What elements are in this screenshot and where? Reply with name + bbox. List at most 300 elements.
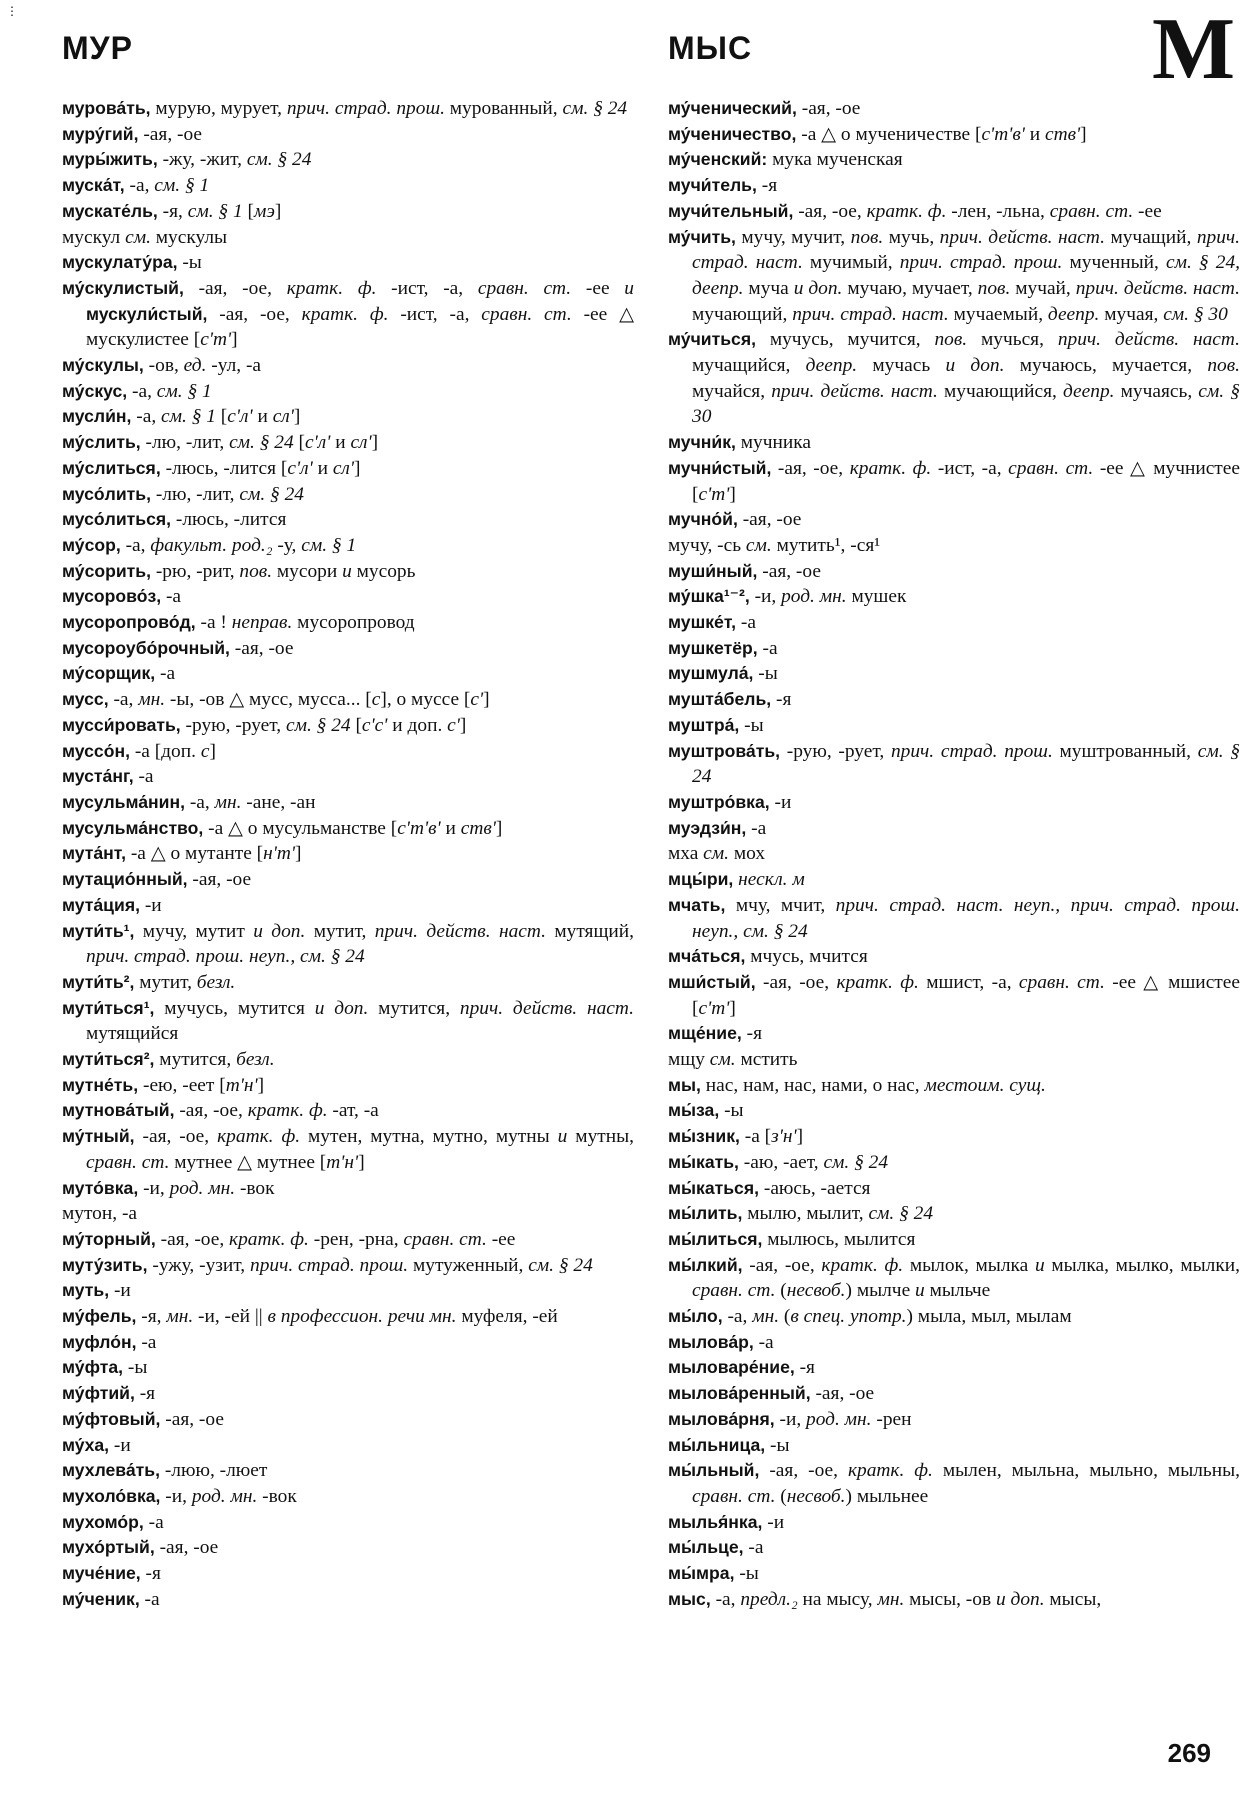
entry-body: -рую, -рует, см. § 24 [сʹсʹ и доп. сʹ] <box>180 714 467 736</box>
entry-body: мчусь, мчится <box>745 946 868 968</box>
entry-body: -я <box>140 1563 161 1585</box>
page-number: 269 <box>1167 1738 1211 1768</box>
entry-body: -люю, -люет <box>160 1460 268 1482</box>
dictionary-entry <box>62 1458 634 1484</box>
entry-headword: муссо́н, <box>62 740 130 761</box>
entry-body: -ы <box>123 1357 148 1379</box>
entry-body: мука мученская <box>767 149 903 171</box>
entry-body: нас, нам, нас, нами, о нас, местоим. сущ. <box>700 1074 1046 1096</box>
entry-headword: мусульма́нин, <box>62 791 185 812</box>
entry-body: -и <box>109 1280 131 1302</box>
entry-headword: мухо́ртый, <box>62 1537 155 1558</box>
entry-body: -и, род. мн. мушек <box>749 586 907 608</box>
entry-body: мучу, мутит и доп. мутит, прич. действ. наст. мутящий, прич. страд. прош. неуп., см. § 24 <box>86 920 634 968</box>
dictionary-entry <box>668 1458 1240 1509</box>
entry-body: -я <box>756 175 778 197</box>
entry-headword: мши́стый, <box>668 971 756 992</box>
entry-body: -ею, -еет [тʹнʹ] <box>138 1074 265 1096</box>
entry-headword: мы́льце, <box>668 1537 744 1558</box>
entry-body: мылю, мылит, см. § 24 <box>742 1203 934 1225</box>
entry-body: -ы <box>739 714 764 736</box>
entry-body: -ая, -ое <box>737 509 802 531</box>
entry-body: -я <box>771 689 792 711</box>
entry-body: -я, мн. -и, -ей || в профессион. речи мн. муфеля, -ей <box>136 1306 558 1328</box>
dictionary-entry <box>668 147 1240 173</box>
entry-body: -люсь, -лится <box>171 509 287 531</box>
dictionary-entry <box>62 199 634 225</box>
dictionary-entry <box>668 1510 1240 1536</box>
entry-body: -ов, ед. -ул, -а <box>143 355 262 377</box>
dictionary-entry <box>668 1021 1240 1047</box>
entry-body: -а <box>161 586 182 608</box>
entry-body: -а <box>757 637 778 659</box>
dictionary-entry <box>62 173 634 199</box>
dictionary-entry <box>668 430 1240 456</box>
entry-body: -и <box>139 894 162 916</box>
entry-headword: мучни́к, <box>668 432 736 453</box>
entry-body: -а, мн. -ане, -ан <box>184 791 316 813</box>
entry-headword: муста́нг, <box>62 766 134 787</box>
dictionary-entry <box>668 327 1240 430</box>
dictionary-entry <box>668 1407 1240 1433</box>
entry-headword: мы́каться, <box>668 1177 760 1198</box>
dictionary-entry <box>668 199 1240 225</box>
dictionary-entry <box>668 1253 1240 1304</box>
entry-headword: му́ченичество, <box>668 123 797 144</box>
dictionary-entry <box>668 944 1240 970</box>
dictionary-entry <box>62 584 634 610</box>
entry-headword: му́торный, <box>62 1228 156 1249</box>
entry-body: -а <box>746 817 767 839</box>
dictionary-entry <box>62 636 634 662</box>
dictionary-entry <box>668 559 1240 585</box>
dictionary-entry <box>62 1304 634 1330</box>
entry-headword: му́сор, <box>62 534 121 555</box>
dictionary-entry <box>668 713 1240 739</box>
dictionary-entry <box>62 353 634 379</box>
entry-body: -ая, -ое, кратк. ф. мылен, мыльна, мыльно, мыльны, сравн. ст. (несвоб.) мыльнее <box>692 1460 1240 1507</box>
entry-body: -а △ о мученичестве [сʹтʹвʹ и ствʹ] <box>796 123 1087 145</box>
entry-body: мучника <box>735 432 811 454</box>
dictionary-entry <box>668 584 1240 610</box>
dictionary-entry <box>668 1381 1240 1407</box>
dictionary-entry <box>668 533 1240 559</box>
entry-headword: мусоропрово́д, <box>62 612 196 633</box>
dictionary-entry <box>668 1355 1240 1381</box>
entry-headword: мутнова́тый, <box>62 1100 175 1121</box>
dictionary-entry <box>668 739 1240 790</box>
entry-body: мутится, безл. <box>154 1049 275 1071</box>
entry-headword: му́сорить, <box>62 560 151 581</box>
entry-headword: мухлева́ть, <box>62 1460 160 1481</box>
entry-body: -рую, -рует, прич. страд. прош. муштрованный, см. § 24 <box>692 740 1240 788</box>
entry-body: -ая, -ое <box>187 869 252 891</box>
entry-headword: мусорово́з, <box>62 586 162 607</box>
dictionary-entry <box>668 1535 1240 1561</box>
dictionary-entry <box>668 507 1240 533</box>
entry-headword: мча́ться, <box>668 946 746 967</box>
entry-body: мучусь, мучится, пов. мучься, прич. действ. наст. мучащийся, деепр. мучась и доп. мучаюсь, мучается, пов. мучайся, прич. действ. наст. мучающийся, деепр. мучаясь, см. § 30 <box>692 329 1240 428</box>
entry-headword: мусо́литься, <box>62 509 172 530</box>
entry-body: -а [доп. с] <box>129 740 216 762</box>
dictionary-entry <box>62 147 634 173</box>
entry-body: -ая, -ое <box>229 637 294 659</box>
entry-body: -ы <box>753 663 778 685</box>
entry-body: -я <box>741 1023 762 1045</box>
entry-headword: мути́ться¹, <box>62 997 155 1018</box>
entry-body: мучу, -сь см. мутить¹, -ся¹ <box>668 534 881 556</box>
dictionary-entry <box>668 1201 1240 1227</box>
entry-body: -ая, -ое <box>160 1408 224 1430</box>
entry-body: -а <box>155 663 176 685</box>
entry-body: -ы <box>765 1434 790 1456</box>
entry-headword: мухоло́вка, <box>62 1485 161 1506</box>
entry-headword: муши́ный, <box>668 560 758 581</box>
entry-headword: мылова́р, <box>668 1331 754 1352</box>
entry-headword: му́тный, <box>62 1126 135 1147</box>
entry-headword: му́скулы, <box>62 355 144 376</box>
entry-body: -жу, -жит, см. § 24 <box>157 149 312 171</box>
section-letter: М <box>1151 1 1235 98</box>
dictionary-entry <box>668 456 1240 507</box>
entry-headword: мусульма́нство, <box>62 817 204 838</box>
entry-body: -а, см. § 1 <box>127 380 212 402</box>
entry-headword: мы́ло, <box>668 1306 723 1327</box>
entry-headword: мушкетёр, <box>668 637 758 658</box>
entry-headword: му́скулистый, <box>62 277 184 298</box>
dictionary-entry <box>668 790 1240 816</box>
dictionary-entry <box>62 1201 634 1227</box>
running-head-left: МУР <box>62 30 133 66</box>
entry-body: -а <box>143 1511 164 1533</box>
entry-headword: мутацио́нный, <box>62 869 188 890</box>
entry-headword: му́слиться, <box>62 457 161 478</box>
entry-body: мылюсь, мылится <box>762 1228 916 1250</box>
entry-headword: муштрова́ть, <box>668 740 781 761</box>
dictionary-entry <box>62 1407 634 1433</box>
entry-headword: мылова́ренный, <box>668 1383 811 1404</box>
entry-headword: мути́ть², <box>62 971 135 992</box>
dictionary-entry <box>668 1047 1240 1073</box>
dictionary-entry <box>62 867 634 893</box>
entry-headword: мути́ть¹, <box>62 920 135 941</box>
entry-body: -ая, -ое <box>796 98 861 119</box>
entry-headword: мылья́нка, <box>668 1511 763 1532</box>
dictionary-entry <box>62 1176 634 1202</box>
dictionary-entry <box>62 1381 634 1407</box>
entry-body: -а, мн. -ы, -ов △ мусс, мусса... [с], о муссе [сʹ] <box>108 689 490 711</box>
entry-headword: мы́мра, <box>668 1563 735 1584</box>
entry-headword: муто́вка, <box>62 1177 139 1198</box>
dictionary-entry <box>62 482 634 508</box>
entry-headword: муры́жить, <box>62 149 158 170</box>
entry-headword: мутне́ть, <box>62 1074 139 1095</box>
entry-body: -ая, -ое <box>138 123 203 145</box>
dictionary-entry <box>668 610 1240 636</box>
dictionary-entry <box>668 893 1240 944</box>
entry-body: -ая, -ое, кратк. ф. мылок, мылка и мылка, мылко, мылки, сравн. ст. (несвоб.) мылче и мыльче <box>692 1254 1240 1302</box>
entry-body: -рю, -рит, пов. мусори и мусорь <box>150 560 416 582</box>
entry-headword: му́фель, <box>62 1306 137 1327</box>
entry-headword: мусси́ровать, <box>62 714 181 735</box>
entry-headword: мыловаре́ние, <box>668 1357 795 1378</box>
dictionary-entry <box>62 1073 634 1099</box>
entry-headword: му́шка¹⁻², <box>668 586 750 607</box>
entry-headword: муштро́вка, <box>668 791 770 812</box>
dictionary-entry <box>62 713 634 739</box>
dictionary-entry <box>62 1124 634 1175</box>
entry-body: -и, род. мн. -рен <box>774 1408 912 1430</box>
entry-body: -а <box>133 766 154 788</box>
entry-headword: мы́за, <box>668 1100 720 1121</box>
entry-headword: муска́т, <box>62 175 125 196</box>
dictionary-entry <box>62 996 634 1047</box>
entry-body: -ая, -ое <box>154 1537 219 1559</box>
entry-body: -ая, -ое, кратк. ф. -рен, -рна, сравн. ст. -ее <box>155 1228 516 1250</box>
entry-headword: мушке́т, <box>668 612 737 633</box>
entry-body: -я, см. § 1 [мэ] <box>157 200 282 222</box>
entry-body: -лю, -лит, см. § 24 <box>150 483 304 505</box>
dictionary-entry <box>62 533 634 559</box>
dictionary-entry <box>668 96 1240 122</box>
dictionary-entry <box>62 1535 634 1561</box>
entry-headword: мушта́бель, <box>668 689 772 710</box>
entry-body: -а <box>753 1331 774 1353</box>
entry-body: -ы <box>719 1100 744 1122</box>
dictionary-entry <box>668 636 1240 662</box>
running-head-right: МЫС <box>668 30 753 66</box>
dictionary-entry <box>62 816 634 842</box>
dictionary-entry <box>668 1433 1240 1459</box>
entry-headword: мута́нт, <box>62 843 126 864</box>
entry-body: -и <box>762 1511 785 1533</box>
entry-body: -а △ о мутанте [нʹтʹ] <box>126 843 302 865</box>
dictionary-entry <box>62 1227 634 1253</box>
entry-body: мутон, -а <box>62 1203 138 1225</box>
dictionary-entry <box>668 841 1240 867</box>
entry-body: мучусь, мутится и доп. мутится, прич. действ. наст. мутящийся <box>86 997 634 1045</box>
entry-headword: мучно́й, <box>668 509 738 530</box>
entry-headword: мучни́стый, <box>668 457 772 478</box>
dictionary-entry <box>62 1587 634 1613</box>
entry-body: -и <box>109 1434 131 1456</box>
entry-headword: му́фтий, <box>62 1383 135 1404</box>
left-column <box>62 96 634 1612</box>
entry-body: -и, род. мн. -вок <box>138 1177 275 1199</box>
dictionary-entry <box>668 225 1240 328</box>
entry-headword: мще́ние, <box>668 1023 742 1044</box>
entry-body: -а <box>136 1331 157 1353</box>
entry-body: мучу, мучит, пов. мучь, прич. действ. наст. мучащий, прич. страд. наст. мучимый, прич. страд. прош. мученный, см. § 24, деепр. муча и доп. мучаю, мучает, пов. мучай, прич. действ. наст. мучающий, прич. страд. наст. мучаемый, деепр. мучая, см. § 30 <box>692 226 1240 325</box>
entry-headword: му́слить, <box>62 432 141 453</box>
entry-body: -аюсь, -ается <box>759 1177 871 1199</box>
dictionary-entry <box>62 893 634 919</box>
entry-headword: му́фтовый, <box>62 1408 161 1429</box>
entry-headword: мыс, <box>668 1588 711 1609</box>
entry-body: -а △ о мусульманстве [сʹтʹвʹ и ствʹ] <box>203 817 503 839</box>
dictionary-entry <box>62 225 634 251</box>
entry-body: мха см. мох <box>668 843 766 865</box>
dictionary-entry <box>62 790 634 816</box>
dictionary-entry <box>62 404 634 430</box>
entry-headword: муфло́н, <box>62 1331 137 1352</box>
dictionary-entry <box>62 841 634 867</box>
entry-body: -а ! неправ. мусоропровод <box>195 612 415 634</box>
dictionary-entry <box>668 687 1240 713</box>
entry-headword: му́скус, <box>62 380 128 401</box>
entry-headword: мылова́рня, <box>668 1408 775 1429</box>
dictionary-entry <box>62 1355 634 1381</box>
dictionary-entry <box>62 1278 634 1304</box>
entry-headword: мусс, <box>62 689 109 710</box>
entry-body: -я <box>794 1357 815 1379</box>
entry-headword: муту́зить, <box>62 1254 148 1275</box>
entry-body: мутит, безл. <box>134 971 236 993</box>
dictionary-entry <box>668 1073 1240 1099</box>
entry-headword: мурова́ть, <box>62 98 151 118</box>
dictionary-entry <box>62 96 634 122</box>
entry-headword: мы́кать, <box>668 1151 739 1172</box>
entry-headword: мускулату́ра, <box>62 252 178 273</box>
entry-headword: мы́льный, <box>668 1460 760 1481</box>
dictionary-entry <box>668 1150 1240 1176</box>
dictionary-entry <box>668 1176 1240 1202</box>
entry-body: -а, см. § 1 [сʹлʹ и слʹ] <box>131 406 301 428</box>
entry-body: -люсь, -лится [сʹлʹ и слʹ] <box>160 457 361 479</box>
dictionary-entry <box>62 610 634 636</box>
dictionary-entry <box>668 1587 1240 1613</box>
entry-body: -ая, -ое, кратк. ф. -ат, -а <box>174 1100 379 1122</box>
entry-headword: мусороубо́рочный, <box>62 637 230 658</box>
entry-body: -а <box>736 612 756 634</box>
entry-headword: мускате́ль, <box>62 200 158 221</box>
dictionary-entry <box>668 1124 1240 1150</box>
entry-body: мурую, мурует, прич. страд. прош. мурованный, см. § 24 <box>150 98 628 119</box>
entry-headword: мусли́н, <box>62 406 132 427</box>
dictionary-entry <box>668 970 1240 1021</box>
entry-headword: муру́гий, <box>62 123 139 144</box>
entry-body: мускул см. мускулы <box>62 226 228 248</box>
dictionary-entry <box>668 1330 1240 1356</box>
dictionary-entry <box>62 1047 634 1073</box>
dictionary-entry <box>62 687 634 713</box>
right-column <box>668 96 1240 1612</box>
entry-body: -и <box>769 791 792 813</box>
entry-headword: мы́льница, <box>668 1434 766 1455</box>
dictionary-entry <box>62 661 634 687</box>
dictionary-entry <box>668 816 1240 842</box>
entry-headword: мусо́лить, <box>62 483 151 504</box>
entry-body: -а, факульт. род.₂ -у, см. § 1 <box>120 534 357 556</box>
dictionary-entry <box>62 507 634 533</box>
entry-body: -а <box>139 1588 160 1610</box>
entry-headword: муть, <box>62 1280 110 1301</box>
entry-headword: мчать, <box>668 894 726 915</box>
entry-headword: мучи́тель, <box>668 175 757 196</box>
entry-body: -ая, -ое <box>757 560 821 582</box>
dictionary-entry <box>62 970 634 996</box>
entry-headword: муэдзи́н, <box>668 817 747 838</box>
dictionary-entry <box>668 1098 1240 1124</box>
entry-headword: му́фта, <box>62 1357 124 1378</box>
dictionary-entry <box>62 1484 634 1510</box>
dictionary-entry <box>62 379 634 405</box>
entry-headword: му́читься, <box>668 329 756 350</box>
entry-body: -ая, -ое, кратк. ф. мшист, -а, сравн. ст. -ее △ мшистее [сʹтʹ] <box>692 971 1240 1019</box>
entry-headword: му́чить, <box>668 226 736 247</box>
entry-body: -ы <box>177 252 202 274</box>
entry-body: мчу, мчит, прич. страд. наст. неуп., прич. страд. прош. неуп., см. § 24 <box>692 894 1240 942</box>
entry-headword: мцы́ри, <box>668 869 734 890</box>
dictionary-entry <box>62 919 634 970</box>
dictionary-entry <box>62 559 634 585</box>
entry-body: -ая, -ое, кратк. ф. -ист, -а, сравн. ст. -ее и мускули́стый, -ая, -ое, кратк. ф. -ист, -а, сравн. ст. -ее △ мускулистее [сʹтʹ] <box>86 277 635 351</box>
entry-body: нескл. м <box>738 869 805 891</box>
dictionary-entry <box>62 1253 634 1279</box>
dictionary-entry <box>62 430 634 456</box>
dictionary-entry <box>62 764 634 790</box>
entry-body: -а, мн. (в спец. употр.) мыла, мыл, мылам <box>722 1306 1072 1328</box>
entry-body: -ая, -ое, кратк. ф. -ист, -а, сравн. ст. -ее △ мучнистее [сʹтʹ] <box>692 457 1240 505</box>
dictionary-entry <box>62 250 634 276</box>
entry-body: -ая, -ое, кратк. ф. мутен, мутна, мутно, мутны и мутны, сравн. ст. мутнее △ мутнее [тʹнʹ] <box>86 1126 634 1173</box>
entry-headword: мы́лить, <box>668 1203 743 1224</box>
dictionary-entry <box>668 173 1240 199</box>
dictionary-entry <box>668 1227 1240 1253</box>
dictionary-entry <box>62 1330 634 1356</box>
dictionary-entry <box>62 1510 634 1536</box>
entry-headword: мухомо́р, <box>62 1511 144 1532</box>
entry-headword: мучи́тельный, <box>668 200 794 221</box>
entry-headword: мути́ться², <box>62 1049 155 1070</box>
entry-body: -а, предл.₂ на мысу, мн. мысы, -ов и доп. мысы, <box>710 1588 1102 1610</box>
scan-mark: ⋮ <box>6 4 18 18</box>
dictionary-entry <box>62 122 634 148</box>
entry-body: -ы <box>734 1563 759 1585</box>
dictionary-entry <box>668 867 1240 893</box>
entry-body: -лю, -лит, см. § 24 [сʹлʹ и слʹ] <box>140 432 379 454</box>
dictionary-entry <box>62 1561 634 1587</box>
dictionary-entry <box>668 661 1240 687</box>
entry-headword: муче́ние, <box>62 1563 141 1584</box>
entry-body: -а <box>743 1537 764 1559</box>
entry-headword: му́ченический, <box>668 98 797 118</box>
entry-body: -аю, -ает, см. § 24 <box>738 1151 889 1173</box>
entry-headword: мы, <box>668 1074 701 1095</box>
entry-headword: му́ченский: <box>668 149 768 170</box>
entry-headword: мута́ция, <box>62 894 140 915</box>
entry-body: -и, род. мн. -вок <box>160 1485 297 1507</box>
dictionary-entry <box>62 739 634 765</box>
entry-body: -а, см. § 1 <box>124 175 210 197</box>
entry-headword: му́ченик, <box>62 1588 140 1609</box>
entry-body: -ужу, -узит, прич. страд. прош. мутуженный, см. § 24 <box>147 1254 593 1276</box>
entry-body: -я <box>134 1383 156 1405</box>
entry-body: -а [зʹнʹ] <box>739 1126 804 1148</box>
entry-headword: муштра́, <box>668 714 740 735</box>
entry-headword: мы́зник, <box>668 1126 740 1147</box>
entry-headword: му́ха, <box>62 1434 110 1455</box>
dictionary-entry <box>62 1433 634 1459</box>
entry-headword: мы́литься, <box>668 1228 763 1249</box>
entry-headword: мушмула́, <box>668 663 754 684</box>
dictionary-entry <box>668 122 1240 148</box>
dictionary-entry <box>668 1561 1240 1587</box>
entry-body: мщу см. мстить <box>668 1049 798 1071</box>
entry-body: -ая, -ое, кратк. ф. -лен, -льна, сравн. ст. -ее <box>793 200 1162 222</box>
entry-body: -ая, -ое <box>810 1383 875 1405</box>
entry-headword: мы́лкий, <box>668 1254 743 1275</box>
